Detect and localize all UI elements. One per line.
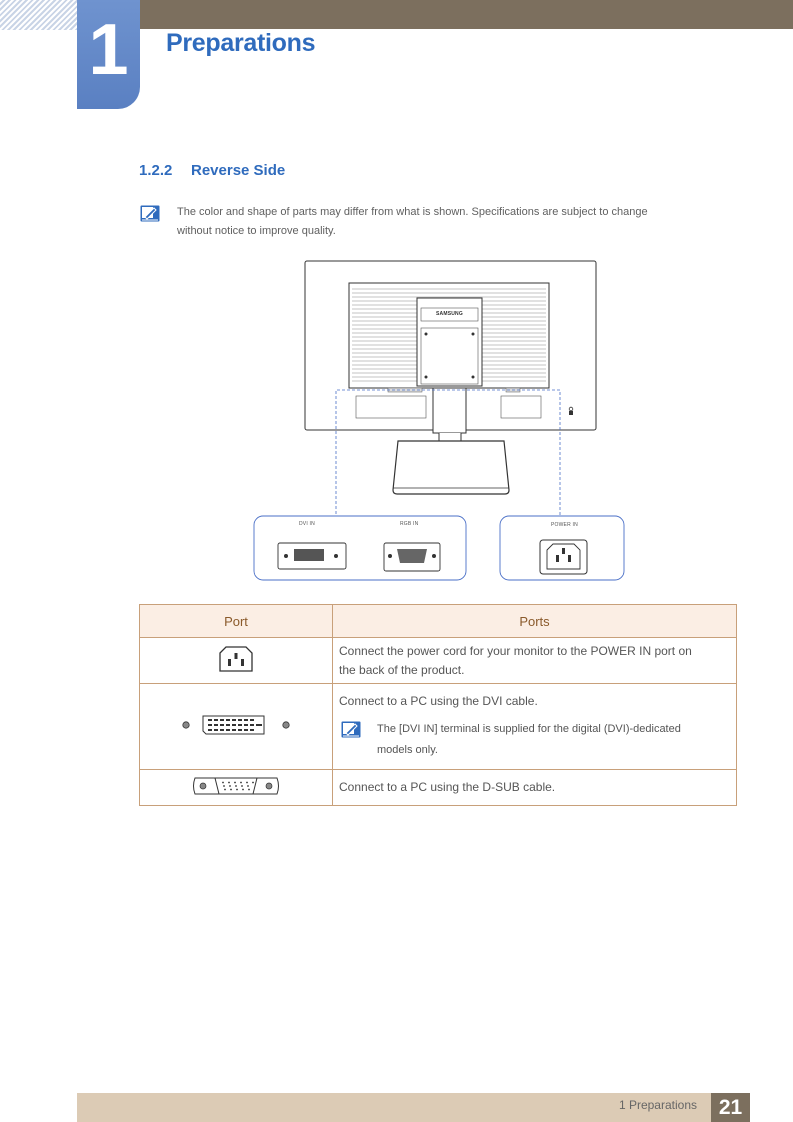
header-band xyxy=(140,0,793,29)
monitor-rear-illustration xyxy=(250,258,630,588)
port-icon-cell xyxy=(140,770,333,806)
note-line-1: The color and shape of parts may differ from what is shown. Specifications are subject to change xyxy=(177,206,648,218)
description-line: Connect the power cord for your monitor to the POWER IN port on xyxy=(339,643,692,658)
table-row xyxy=(140,770,737,806)
table-row xyxy=(140,638,737,684)
description-line: Connect to a PC using the DVI cable. xyxy=(339,694,538,708)
column-header-ports: Ports xyxy=(333,605,737,638)
power-in-label: POWER IN xyxy=(551,522,578,528)
note-icon xyxy=(140,205,160,222)
section-number: 1.2.2 xyxy=(139,162,173,179)
port-description xyxy=(333,684,737,770)
port-description xyxy=(333,770,737,806)
brand-label: SAMSUNG xyxy=(436,311,463,317)
chapter-number: 1 xyxy=(77,0,140,109)
ports-table xyxy=(139,604,737,806)
section-heading xyxy=(139,162,285,179)
chapter-title: Preparations xyxy=(166,29,316,57)
description-line: Connect to a PC using the D-SUB cable. xyxy=(339,780,556,794)
dsub-port-icon xyxy=(191,774,281,798)
column-header-port: Port xyxy=(140,605,333,638)
power-in-port-icon xyxy=(215,644,257,674)
port-icon-cell xyxy=(140,684,333,770)
table-header-row xyxy=(140,605,737,638)
header-hatch-decoration xyxy=(0,0,78,30)
rgb-in-label: RGB IN xyxy=(400,521,419,527)
note-line-2: without notice to improve quality. xyxy=(177,225,336,237)
description-line: the back of the product. xyxy=(339,662,465,677)
section-title: Reverse Side xyxy=(191,162,286,179)
dvi-note xyxy=(339,719,730,761)
note-line: The [DVI IN] terminal is supplied for the digital (DVI)-dedicated xyxy=(377,723,681,735)
note-icon xyxy=(341,721,361,738)
port-description xyxy=(333,638,737,684)
note-text xyxy=(177,203,648,241)
monitor-rear-figure xyxy=(250,258,630,588)
port-icon-cell xyxy=(140,638,333,684)
dvi-in-label: DVI IN xyxy=(299,521,315,527)
dvi-port-icon xyxy=(181,713,291,737)
footer-chapter-label: 1 Preparations xyxy=(618,1098,697,1112)
note-line: models only. xyxy=(377,744,438,756)
page-number: 21 xyxy=(711,1093,750,1122)
table-row xyxy=(140,684,737,770)
